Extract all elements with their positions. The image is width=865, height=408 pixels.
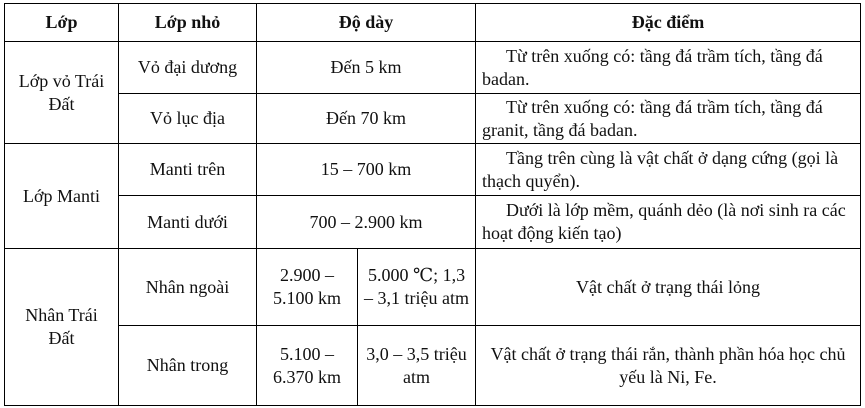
thickness-cell: Đến 70 km bbox=[257, 94, 476, 144]
conditions-cell: 3,0 – 3,5 triệu atm bbox=[358, 326, 476, 406]
thickness-cell: 15 – 700 km bbox=[257, 144, 476, 196]
table-row bbox=[5, 42, 861, 94]
sublayer-cell: Nhân trong bbox=[119, 326, 257, 406]
sublayer-cell: Manti dưới bbox=[119, 196, 257, 249]
layer-cell-crust bbox=[5, 42, 119, 144]
sublayer-cell: Manti trên bbox=[119, 144, 257, 196]
features-cell bbox=[476, 94, 861, 144]
table-row bbox=[5, 249, 861, 326]
layer-label: Lớp Manti bbox=[22, 185, 100, 206]
features-cell bbox=[476, 42, 861, 94]
sublayer-cell: Vỏ đại dương bbox=[119, 42, 257, 94]
layer-label: Nhân Trái Đất bbox=[25, 305, 98, 348]
features-text: Dưới là lớp mềm, quánh dẻo (là nơi sinh ra các hoạt động kiến tạo) bbox=[482, 200, 846, 243]
table-row bbox=[5, 326, 861, 406]
thickness-cell: Đến 5 km bbox=[257, 42, 476, 94]
sublayer-cell: Nhân ngoài bbox=[119, 249, 257, 326]
header-thickness: Độ dày bbox=[257, 4, 476, 42]
table-row bbox=[5, 144, 861, 196]
features-text: Từ trên xuống có: tầng đá trầm tích, tầng đá badan. bbox=[482, 45, 823, 89]
layer-label: Lớp vỏ Trái Đất bbox=[18, 70, 105, 114]
header-sublayer: Lớp nhỏ bbox=[119, 4, 257, 42]
header-layer: Lớp bbox=[5, 4, 119, 42]
conditions-cell: 5.000 ℃; 1,3 – 3,1 triệu atm bbox=[358, 249, 476, 326]
thickness-cell: 2.900 – 5.100 km bbox=[257, 249, 358, 326]
table-row bbox=[5, 94, 861, 144]
features-cell: Vật chất ở trạng thái lỏng bbox=[476, 249, 861, 326]
earth-structure-table bbox=[4, 3, 861, 406]
features-text: Từ trên xuống có: tầng đá trầm tích, tầng đá granit, tầng đá badan. bbox=[482, 96, 823, 140]
thickness-cell: 5.100 – 6.370 km bbox=[257, 326, 358, 406]
header-features: Đặc điểm bbox=[476, 4, 861, 42]
layer-cell-mantle bbox=[5, 144, 119, 249]
features-cell: Vật chất ở trạng thái rắn, thành phần hóa học chủ yếu là Ni, Fe. bbox=[476, 326, 861, 406]
table-row bbox=[5, 196, 861, 249]
features-cell bbox=[476, 196, 861, 249]
layer-cell-core bbox=[5, 249, 119, 406]
features-cell bbox=[476, 144, 861, 196]
features-text: Tầng trên cùng là vật chất ở dạng cứng (gọi là thạch quyển). bbox=[482, 147, 839, 191]
header-row bbox=[5, 4, 861, 42]
thickness-cell: 700 – 2.900 km bbox=[257, 196, 476, 249]
sublayer-cell: Vỏ lục địa bbox=[119, 94, 257, 144]
